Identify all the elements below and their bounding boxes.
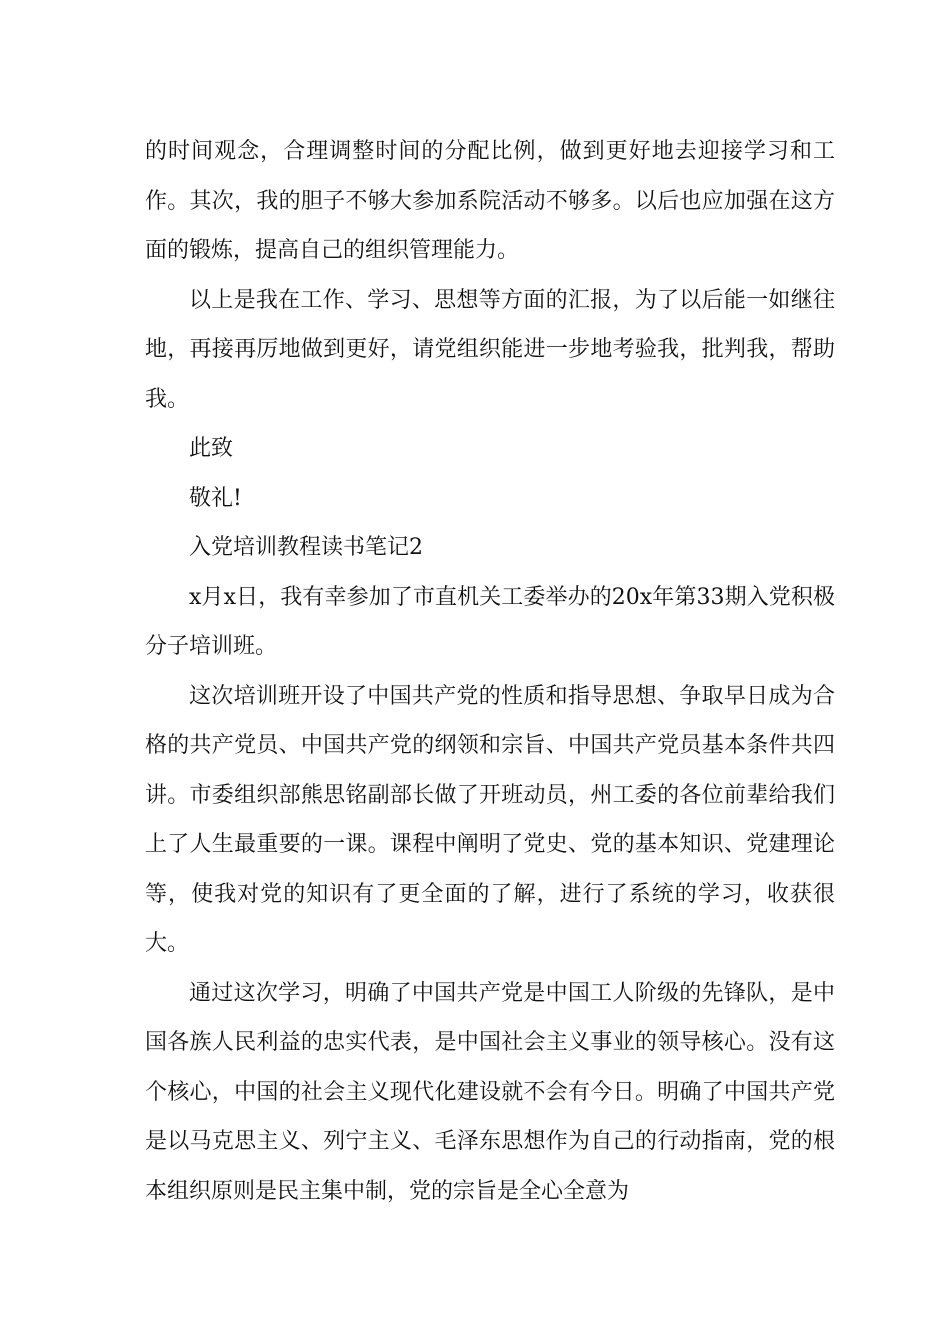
paragraph-1: 的时间观念，合理调整时间的分配比例，做到更好地去迎接学习和工作。其次，我的胆子不够大参加系院活动不够多。以后也应加强在这方面的锻炼，提高自己的组织管理能力。: [145, 139, 835, 263]
paragraph-5: 通过这次学习，明确了中国共产党是中国工人阶级的先锋队，是中国各族人民利益的忠实代表，是中国社会主义事业的领导核心。没有这个核心，中国的社会主义现代化建设就不会有今日。明确了中国共产党是以马克思主义、列宁主义、毛泽东思想作为自己的行动指南，党的根本组织原则是民主集中制，党的宗旨是全心全意为: [145, 980, 835, 1204]
paragraph-3: x月x日，我有幸参加了市直机关工委举办的20x年第33期入党积极分子培训班。: [145, 584, 835, 659]
salutation-line: 此致: [189, 436, 234, 461]
paragraph-2: 以上是我在工作、学习、思想等方面的汇报，为了以后能一如继往地，再接再厉地做到更好，请党组织能进一步地考验我，批判我，帮助我。: [145, 287, 835, 412]
section-heading: 入党培训教程读书笔记2: [189, 535, 423, 560]
paragraph-4: 这次培训班开设了中国共产党的性质和指导思想、争取早日成为合格的共产党员、中国共产党的纲领和宗旨、中国共产党员基本条件共四讲。市委组织部熊思铭副部长做了开班动员，州工委的各位前辈给我们上了人生最重要的一课。课程中阐明了党史、党的基本知识、党建理论等，使我对党的知识有了更全面的了解，进行了系统的学习，收获很大。: [145, 683, 835, 956]
document-body: [145, 127, 835, 1216]
closing-line: 敬礼!: [189, 485, 242, 511]
